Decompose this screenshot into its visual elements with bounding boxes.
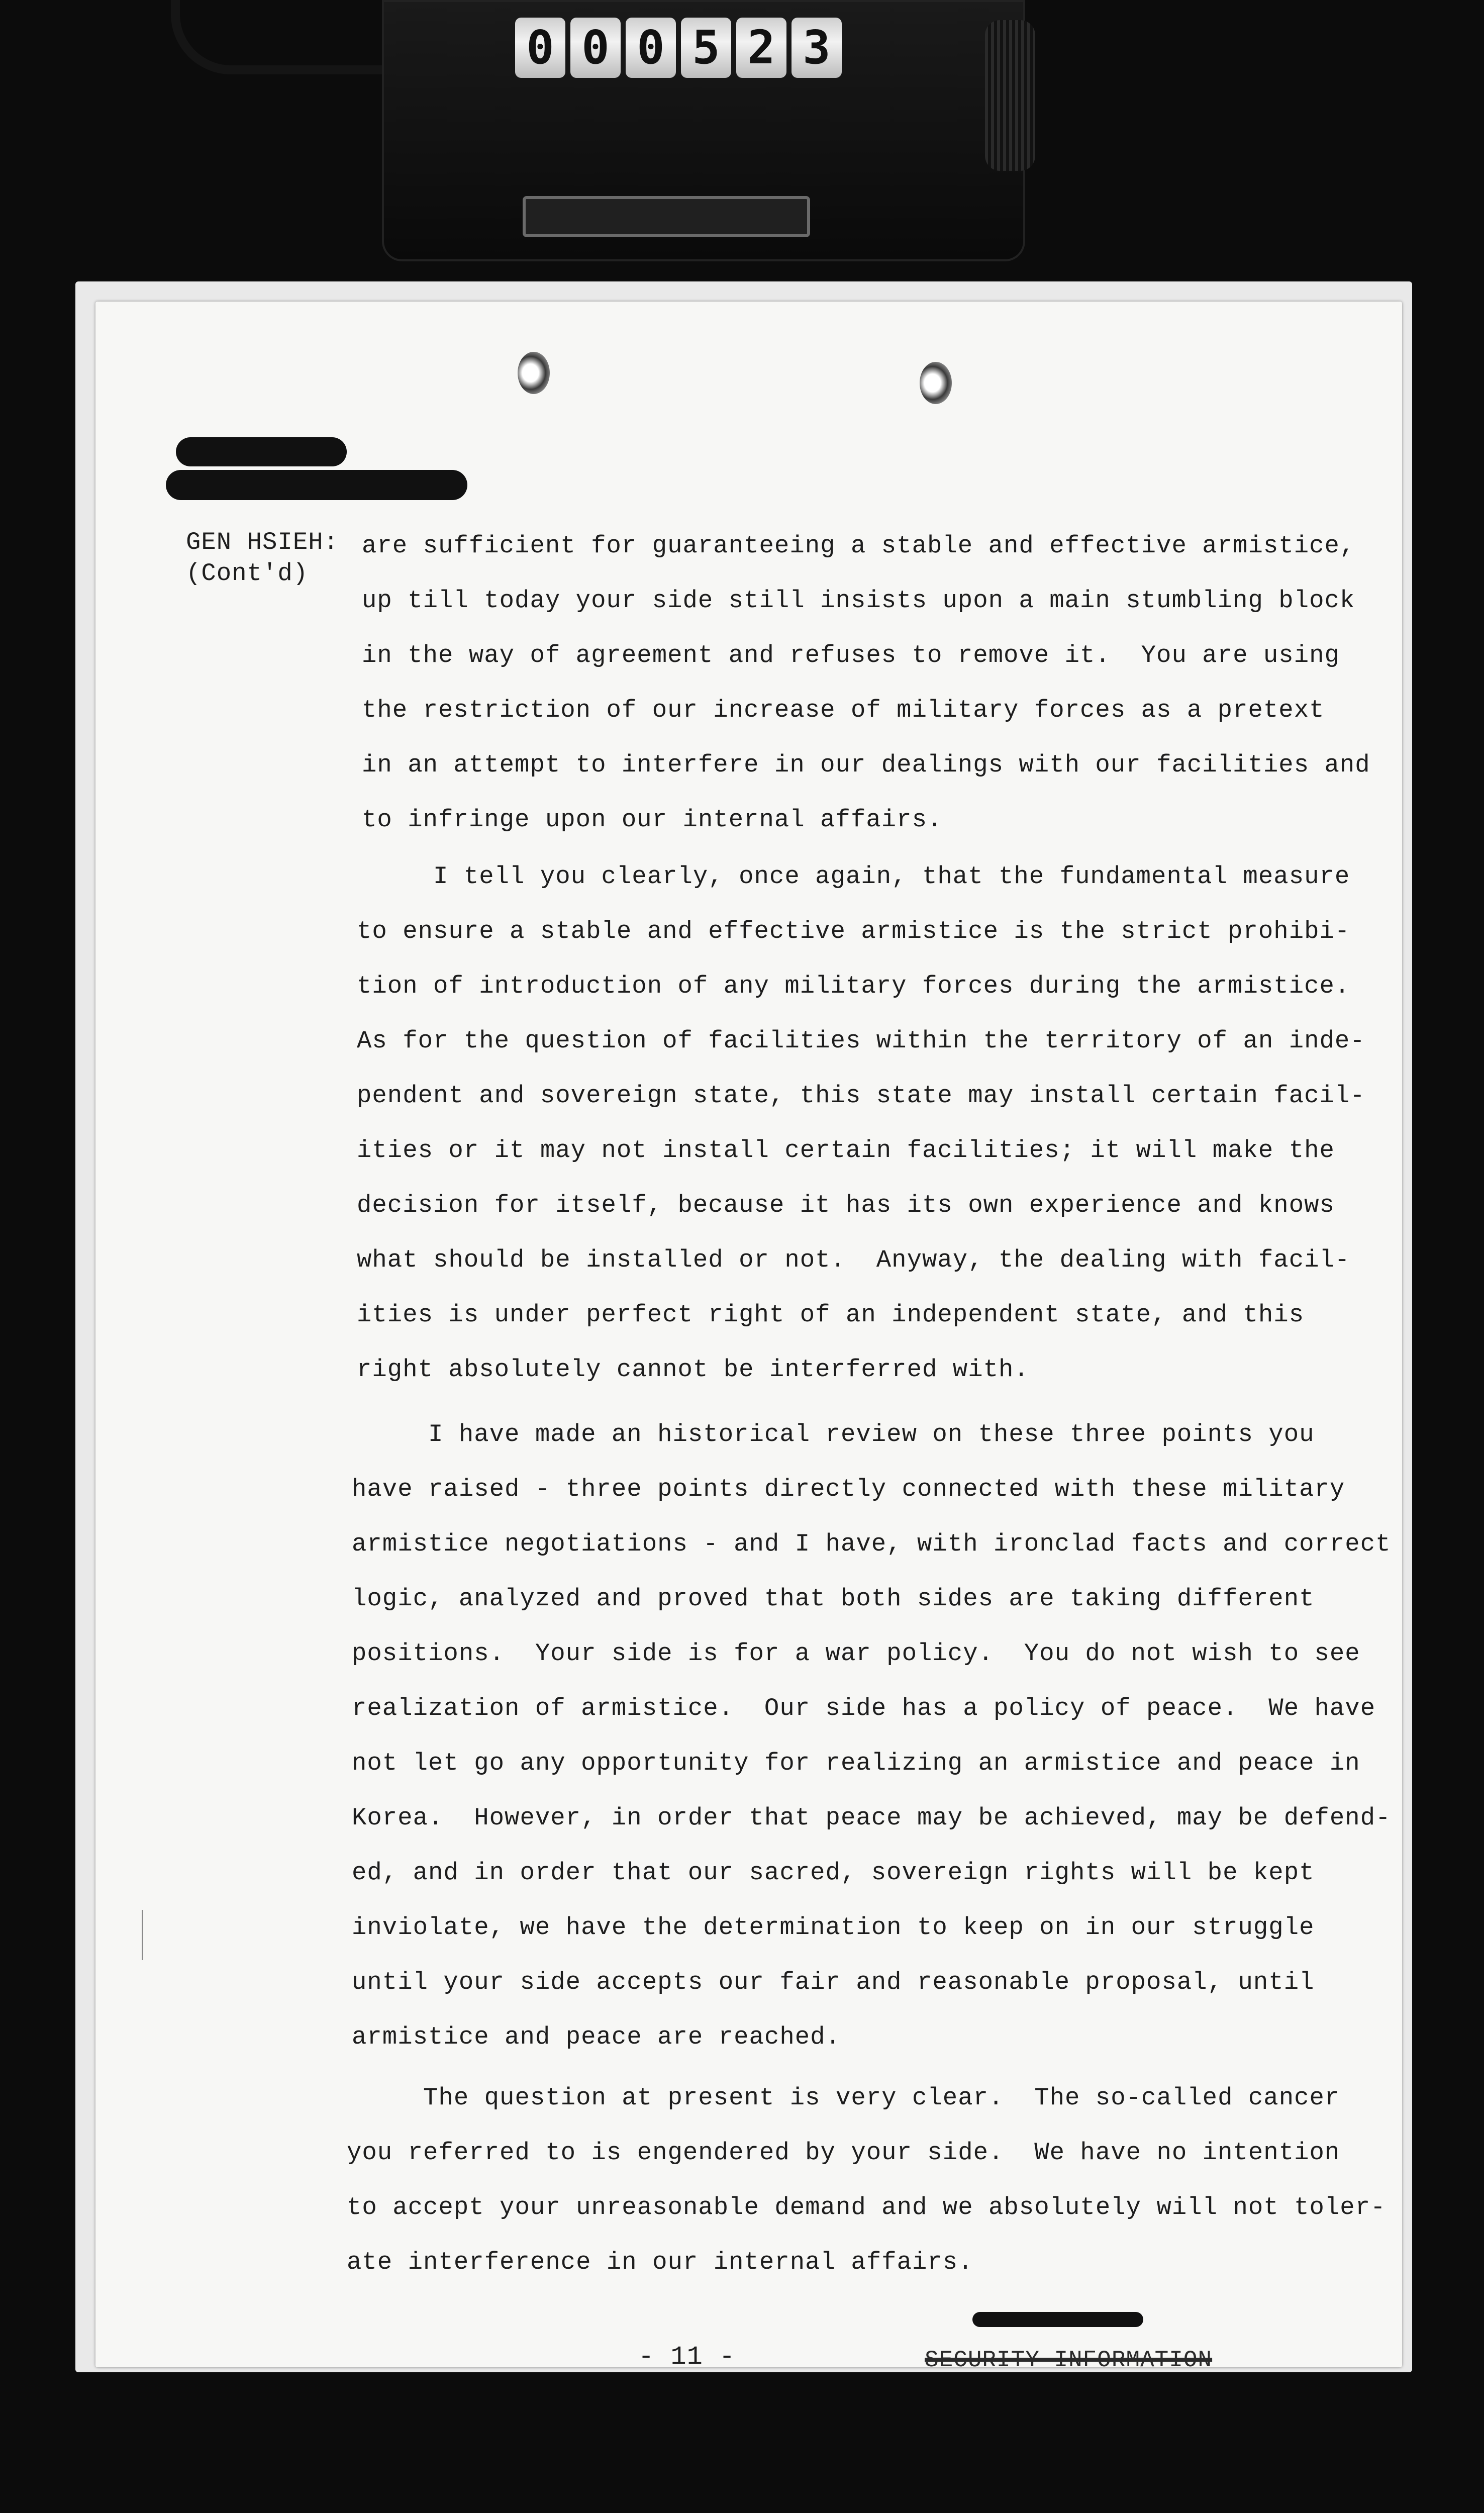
classification-redaction-top [176,437,347,466]
counter-digit: 2 [736,18,786,78]
punch-hole-right [920,362,952,404]
paragraph-3 [352,1407,1391,2065]
text-line: ed, and in order that our sacred, sovereign rights will be kept [352,1859,1315,1887]
page-number: - 11 - [638,2342,736,2372]
text-line: I have made an historical review on these three points you [352,1420,1315,1448]
counter-digit: 3 [792,18,842,78]
text-line: up till today your side still insists upon a main stumbling block [362,587,1355,615]
text-line: I tell you clearly, once again, that the fundamental measure [357,862,1350,891]
text-line: right absolutely cannot be interferred with. [357,1356,1029,1384]
text-line: to accept your unreasonable demand and we absolutely will not toler- [347,2193,1386,2221]
speaker-label [186,527,347,589]
text-line: inviolate, we have the determination to keep on in our struggle [352,1913,1315,1942]
text-line: The question at present is very clear. The so-called cancer [347,2084,1340,2112]
text-line: Korea. However, in order that peace may be achieved, may be defend- [352,1804,1391,1832]
counter-digit: 0 [570,18,621,78]
text-line: ities is under perfect right of an independent state, and this [357,1301,1305,1329]
text-line: until your side accepts our fair and reasonable proposal, until [352,1968,1315,1996]
text-line: ities or it may not install certain facilities; it will make the [357,1136,1335,1165]
counter-knob [985,20,1035,171]
text-line: decision for itself, because it has its own experience and knows [357,1191,1335,1219]
classification-redaction-footer [972,2312,1143,2327]
security-information-stamp: SECURITY INFORMATION [925,2347,1213,2373]
text-line: in an attempt to interfere in our dealings with our facilities and [362,751,1370,779]
text-line: As for the question of facilities within the territory of an inde- [357,1027,1365,1055]
frame-counter [503,15,854,80]
paragraph-1 [362,519,1370,847]
text-line: the restriction of our increase of military forces as a pretext [362,696,1325,724]
paragraph-4 [347,2071,1386,2290]
speaker-continued: (Cont'd) [186,559,309,588]
text-line: to infringe upon our internal affairs. [362,806,943,834]
film-scratch [142,1910,143,1960]
text-line: pendent and sovereign state, this state may install certain facil- [357,1082,1365,1110]
counter-digit: 0 [515,18,565,78]
text-line: realization of armistice. Our side has a policy of peace. We have [352,1694,1376,1722]
text-line: not let go any opportunity for realizing an armistice and peace in [352,1749,1360,1777]
text-line: positions. Your side is for a war policy. You do not wish to see [352,1639,1360,1668]
text-line: armistice negotiations - and I have, with ironclad facts and correct [352,1530,1391,1558]
text-line: you referred to is engendered by your side. We have no intention [347,2139,1340,2167]
punch-hole-left [518,352,550,394]
speaker-name: GEN HSIEH: [186,528,339,556]
text-line: to ensure a stable and effective armistice is the strict prohibi- [357,917,1350,945]
counter-digit: 5 [681,18,731,78]
classification-redaction-bottom [166,470,467,500]
text-line: tion of introduction of any military forces during the armistice. [357,972,1350,1000]
text-line: have raised - three points directly connected with these military [352,1475,1345,1503]
text-line: logic, analyzed and proved that both sides are taking different [352,1585,1315,1613]
text-line: are sufficient for guaranteeing a stable and effective armistice, [362,532,1355,560]
text-line: armistice and peace are reached. [352,2023,841,2051]
counter-plate [523,196,810,237]
paragraph-2 [357,849,1365,1397]
text-line: what should be installed or not. Anyway, the dealing with facil- [357,1246,1350,1274]
text-line: ate interference in our internal affairs. [347,2248,973,2276]
counter-digit: 0 [626,18,676,78]
text-line: in the way of agreement and refuses to remove it. You are using [362,641,1340,669]
